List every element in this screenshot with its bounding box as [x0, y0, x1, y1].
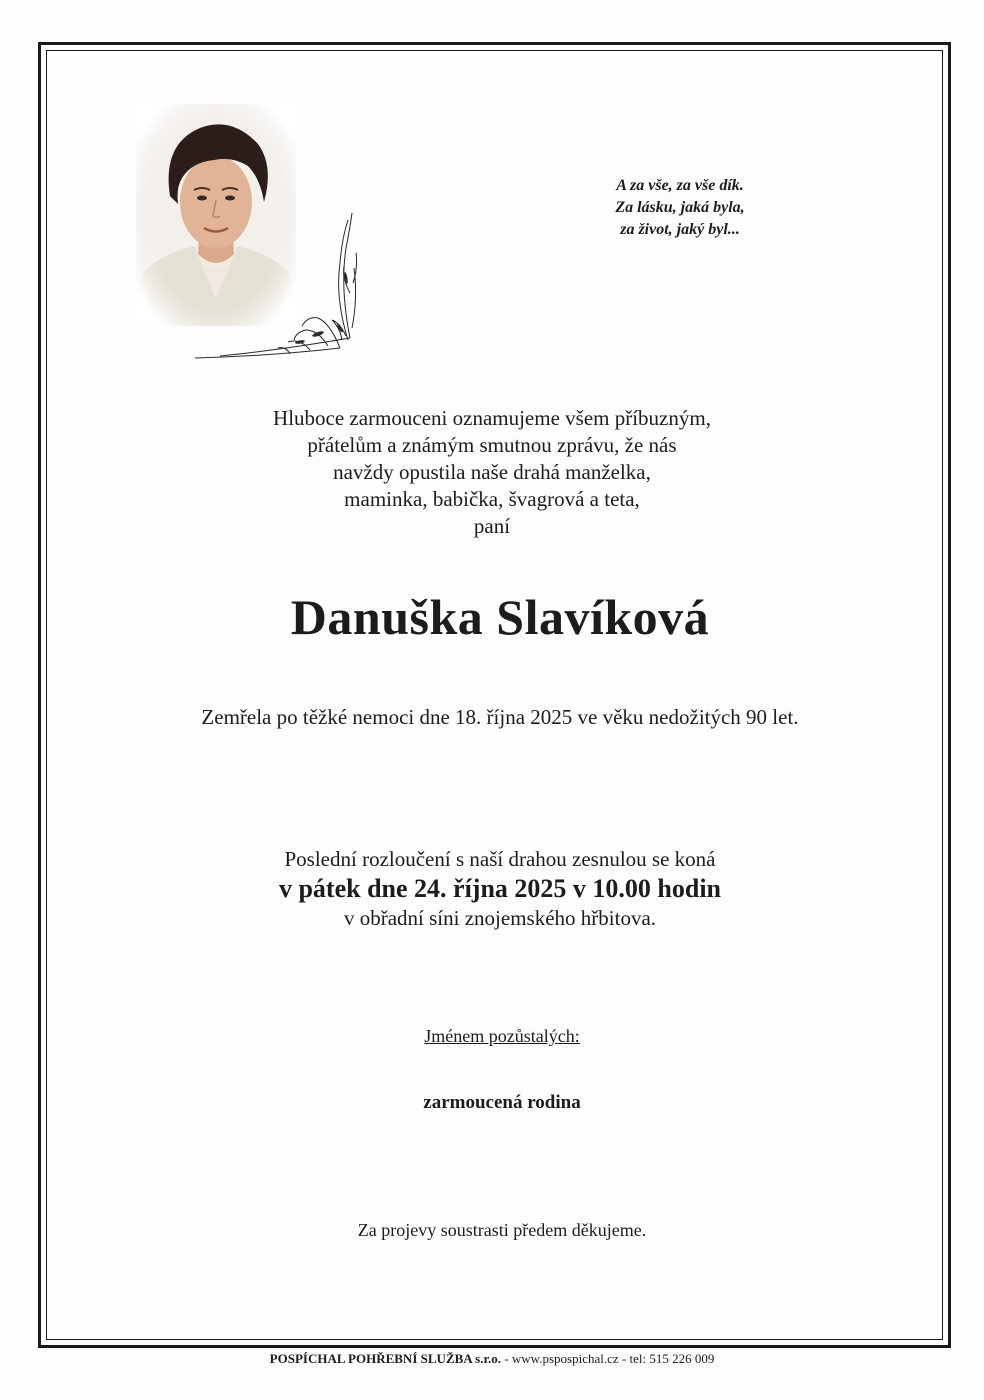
on-behalf-label — [300, 1026, 704, 1047]
funeral-date-time: v pátek dne 24. října 2025 v 10.00 hodin — [278, 874, 722, 903]
announcement-line: navždy opustila naše drahá manželka, — [333, 460, 651, 484]
death-notice: Zemřela po těžké nemoci dne 18. října 2025 ve věku nedožitých 90 let. — [201, 705, 799, 729]
funeral-line: Poslední rozloučení s naší drahou zesnulou se koná — [284, 847, 716, 871]
motto-verse — [560, 175, 800, 241]
on-behalf-text: Jménem pozůstalých: — [424, 1026, 580, 1046]
deceased-name: Danuška Slavíková — [290, 589, 710, 645]
motto-line: Za lásku, jaká byla, — [615, 199, 745, 216]
announcement-line: Hluboce zarmouceni oznamujeme všem příbuzným, — [273, 406, 711, 430]
motto-line: A za vše, za vše dík. — [616, 177, 744, 194]
motto-line: za život, jaký byl... — [620, 221, 740, 238]
announcement-line: maminka, babička, švagrová a teta, — [344, 487, 640, 511]
family-signature: zarmoucená rodina — [423, 1092, 581, 1113]
announcement-text — [150, 405, 834, 540]
footer-contact: - www.pspospichal.cz - tel: 515 226 009 — [501, 1351, 715, 1366]
footer-company: POSPÍCHAL POHŘEBNÍ SLUŽBA s.r.o. — [269, 1351, 502, 1366]
floral-ornament — [190, 208, 360, 366]
announcement-line: přátelům a známým smutnou zprávu, že nás — [307, 433, 677, 457]
funeral-location: v obřadní síni znojemského hřbitova. — [343, 906, 657, 930]
footer — [150, 1351, 834, 1367]
funeral-details — [150, 845, 850, 933]
announcement-line: paní — [473, 514, 511, 538]
thanks-note: Za projevy soustrasti předem děkujeme. — [357, 1220, 647, 1240]
